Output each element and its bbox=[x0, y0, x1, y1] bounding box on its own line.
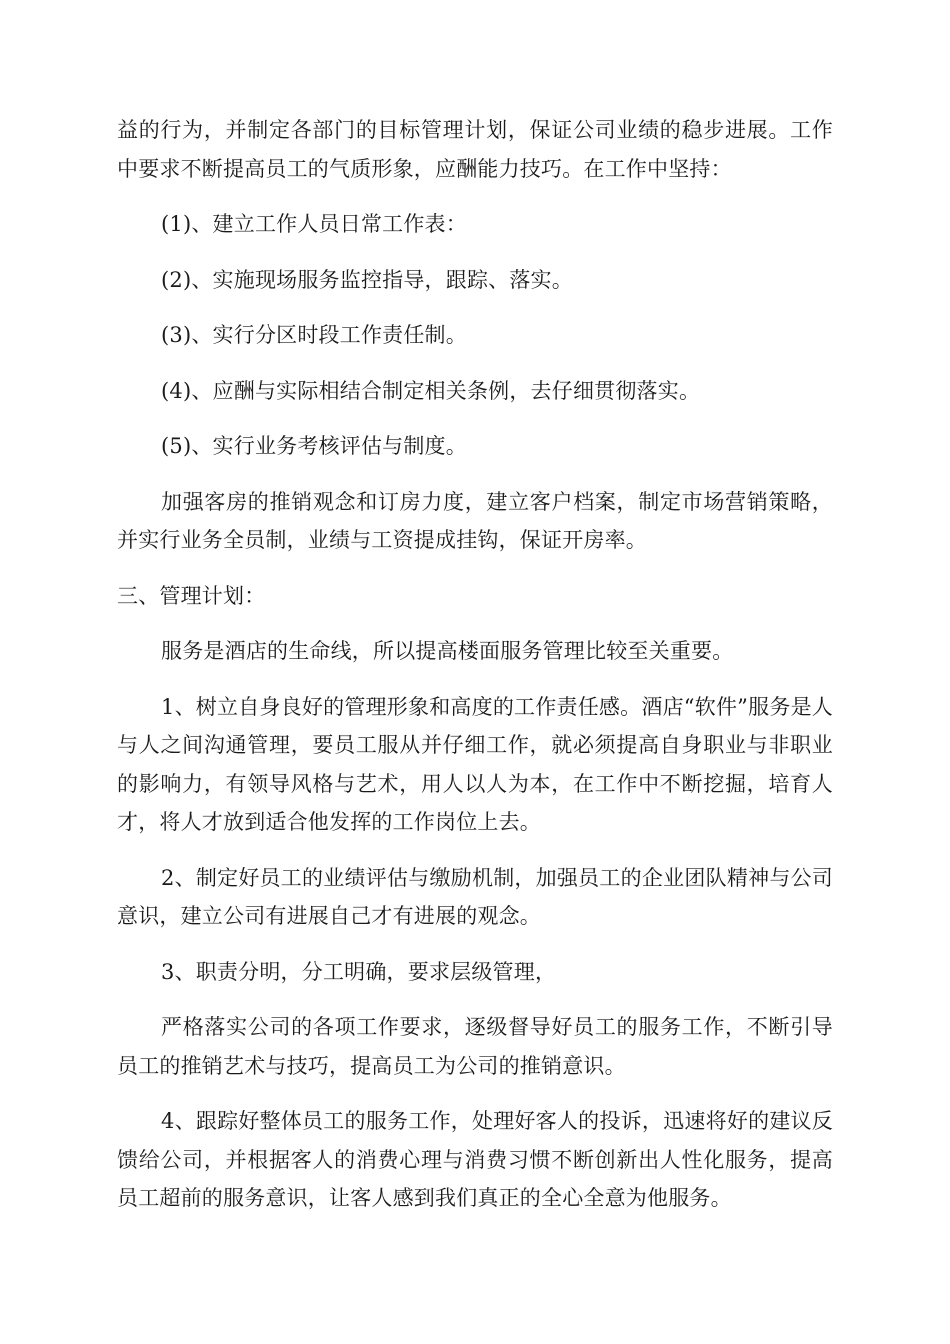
list-item-4: (4)、应酬与实际相结合制定相关条例，去仔细贯彻落实。 bbox=[161, 378, 701, 403]
section-heading-management-plan: 三、管理计划： bbox=[117, 583, 266, 608]
paragraph-point-4: 4、跟踪好整体员工的服务工作，处理好客人的投诉，迅速将好的建议反馈给公司，并根据客人的消费心理与消费习惯不断创新出人性化服务，提高员工超前的服务意识，让客人感到我们真正的全心全意为他服务。 bbox=[117, 1109, 833, 1210]
paragraph-point-3-detail: 严格落实公司的各项工作要求，逐级督导好员工的服务工作，不断引导员工的推销艺术与技巧，提高员工为公司的推销意识。 bbox=[117, 1015, 833, 1078]
paragraph-goal-management: 益的行为，并制定各部门的目标管理计划，保证公司业绩的稳步进展。工作中要求不断提高员工的气质形象，应酬能力技巧。在工作中坚持： bbox=[117, 118, 833, 181]
paragraph-point-2: 2、制定好员工的业绩评估与缴励机制，加强员工的企业团队精神与公司意识，建立公司有进展自己才有进展的观念。 bbox=[117, 865, 833, 928]
paragraph-service-lifeline: 服务是酒店的生命线，所以提高楼面服务管理比较至关重要。 bbox=[161, 639, 734, 663]
paragraph-room-sales: 加强客房的推销观念和订房力度，建立客户档案，制定市场营销策略，并实行业务全员制，业绩与工资提成挂钩，保证开房率。 bbox=[117, 489, 833, 552]
list-item-3: (3)、实行分区时段工作责任制。 bbox=[161, 323, 467, 347]
list-item-5: (5)、实行业务考核评估与制度。 bbox=[161, 434, 467, 458]
list-item-1: (1)、建立工作人员日常工作表： bbox=[161, 212, 467, 236]
paragraph-point-3: 3、职责分明，分工明确，要求层级管理， bbox=[161, 959, 557, 984]
document-body bbox=[117, 111, 833, 1218]
paragraph-point-1: 1、树立自身良好的管理形象和高度的工作责任感。酒店“软件”服务是人与人之间沟通管理，要员工服从并仔细工作，就必须提高自身职业与非职业的影响力，有领导风格与艺术，用人以人为本，在工作中不断挖掘，培育人才，将人才放到适合他发挥的工作岗位上去。 bbox=[117, 694, 833, 834]
list-item-2: (2)、实施现场服务监控指导，跟踪、落实。 bbox=[161, 267, 573, 292]
